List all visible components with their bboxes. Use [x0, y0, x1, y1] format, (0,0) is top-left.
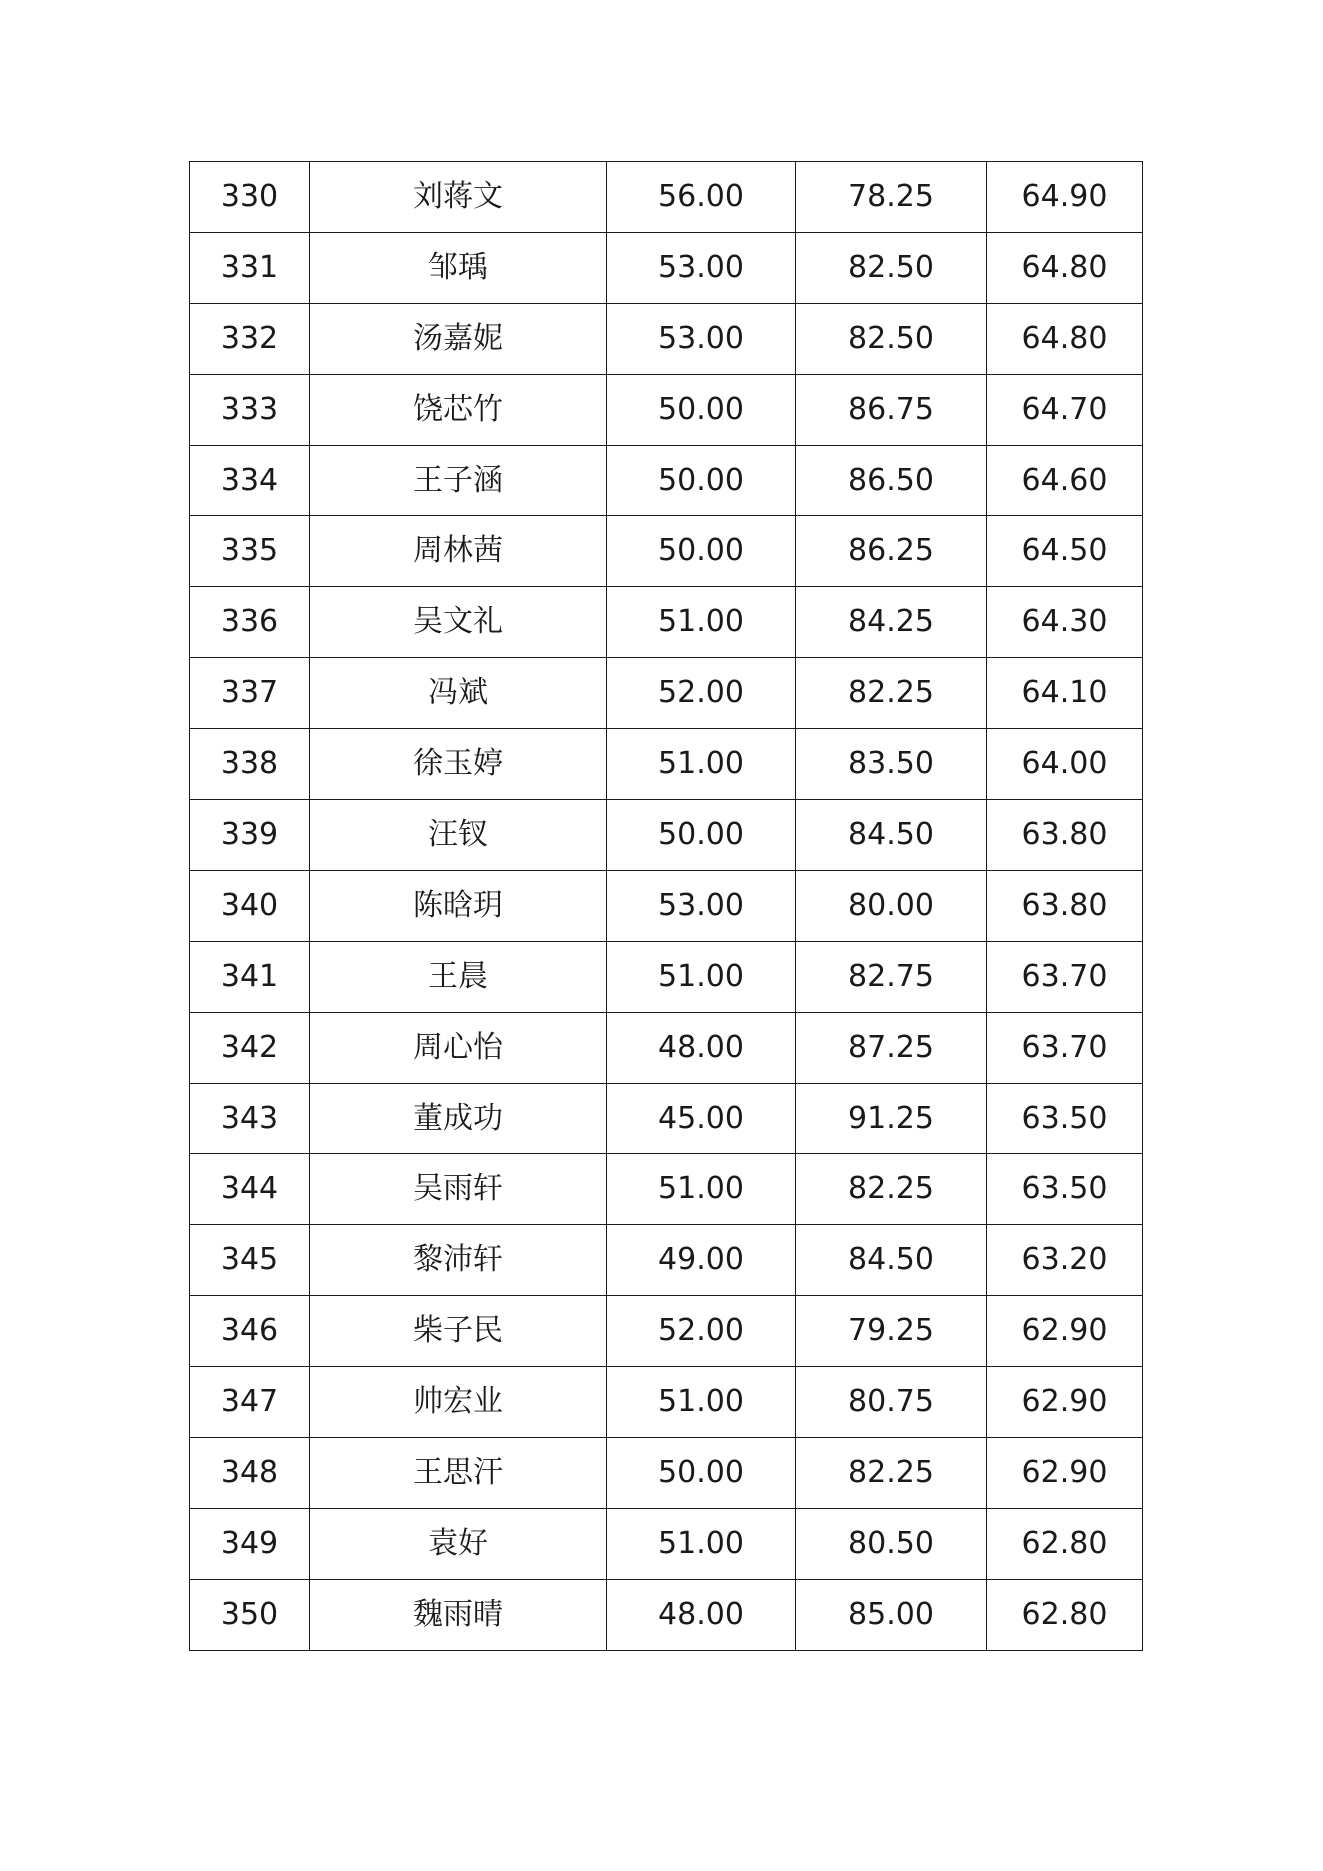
cell-name: 汤嘉妮 — [310, 303, 607, 374]
cell-score-1: 51.00 — [607, 1508, 796, 1579]
cell-score-2: 86.75 — [796, 374, 987, 445]
cell-total: 63.50 — [987, 1154, 1143, 1225]
cell-score-1: 51.00 — [607, 941, 796, 1012]
cell-name: 柴子民 — [310, 1296, 607, 1367]
cell-total: 62.90 — [987, 1296, 1143, 1367]
table-row — [190, 658, 1143, 729]
cell-name: 黎沛轩 — [310, 1225, 607, 1296]
table-row — [190, 162, 1143, 233]
table-row — [190, 1508, 1143, 1579]
cell-name: 董成功 — [310, 1083, 607, 1154]
cell-total: 63.80 — [987, 870, 1143, 941]
cell-score-2: 82.50 — [796, 232, 987, 303]
cell-score-2: 86.25 — [796, 516, 987, 587]
cell-number: 344 — [190, 1154, 310, 1225]
cell-score-2: 80.75 — [796, 1367, 987, 1438]
table-row — [190, 1296, 1143, 1367]
cell-number: 347 — [190, 1367, 310, 1438]
cell-score-2: 79.25 — [796, 1296, 987, 1367]
cell-score-1: 50.00 — [607, 1438, 796, 1509]
cell-total: 64.30 — [987, 587, 1143, 658]
table-row — [190, 1012, 1143, 1083]
cell-score-1: 56.00 — [607, 162, 796, 233]
cell-number: 332 — [190, 303, 310, 374]
cell-number: 350 — [190, 1579, 310, 1650]
cell-number: 345 — [190, 1225, 310, 1296]
cell-score-1: 45.00 — [607, 1083, 796, 1154]
cell-name: 刘蒋文 — [310, 162, 607, 233]
cell-score-1: 48.00 — [607, 1012, 796, 1083]
cell-name: 饶芯竹 — [310, 374, 607, 445]
cell-total: 64.70 — [987, 374, 1143, 445]
cell-number: 331 — [190, 232, 310, 303]
cell-score-2: 84.50 — [796, 800, 987, 871]
table-row — [190, 587, 1143, 658]
cell-name: 王晨 — [310, 941, 607, 1012]
cell-total: 62.90 — [987, 1438, 1143, 1509]
cell-number: 338 — [190, 729, 310, 800]
table-row — [190, 374, 1143, 445]
table-row — [190, 516, 1143, 587]
cell-number: 333 — [190, 374, 310, 445]
cell-score-2: 82.25 — [796, 1438, 987, 1509]
cell-number: 334 — [190, 445, 310, 516]
table-row — [190, 870, 1143, 941]
cell-name: 袁好 — [310, 1508, 607, 1579]
cell-score-1: 51.00 — [607, 587, 796, 658]
cell-score-1: 50.00 — [607, 374, 796, 445]
cell-total: 64.50 — [987, 516, 1143, 587]
cell-number: 342 — [190, 1012, 310, 1083]
cell-score-1: 50.00 — [607, 445, 796, 516]
cell-score-2: 87.25 — [796, 1012, 987, 1083]
cell-number: 349 — [190, 1508, 310, 1579]
cell-score-1: 49.00 — [607, 1225, 796, 1296]
cell-score-1: 52.00 — [607, 658, 796, 729]
cell-score-2: 82.25 — [796, 658, 987, 729]
cell-number: 343 — [190, 1083, 310, 1154]
cell-number: 339 — [190, 800, 310, 871]
cell-total: 63.50 — [987, 1083, 1143, 1154]
cell-total: 63.70 — [987, 941, 1143, 1012]
cell-score-1: 51.00 — [607, 729, 796, 800]
table-row — [190, 445, 1143, 516]
cell-score-2: 78.25 — [796, 162, 987, 233]
cell-total: 63.80 — [987, 800, 1143, 871]
cell-name: 陈晗玥 — [310, 870, 607, 941]
cell-score-2: 86.50 — [796, 445, 987, 516]
cell-name: 周林茜 — [310, 516, 607, 587]
cell-score-1: 51.00 — [607, 1154, 796, 1225]
cell-total: 62.80 — [987, 1508, 1143, 1579]
cell-total: 62.90 — [987, 1367, 1143, 1438]
cell-score-1: 52.00 — [607, 1296, 796, 1367]
cell-name: 吴文礼 — [310, 587, 607, 658]
cell-score-2: 80.00 — [796, 870, 987, 941]
cell-number: 335 — [190, 516, 310, 587]
cell-name: 汪钗 — [310, 800, 607, 871]
cell-number: 336 — [190, 587, 310, 658]
table-row — [190, 1579, 1143, 1650]
table-row — [190, 1438, 1143, 1509]
cell-total: 64.00 — [987, 729, 1143, 800]
cell-score-2: 82.25 — [796, 1154, 987, 1225]
cell-score-1: 53.00 — [607, 303, 796, 374]
score-table — [189, 161, 1143, 1651]
cell-number: 341 — [190, 941, 310, 1012]
table-row — [190, 1154, 1143, 1225]
table-row — [190, 303, 1143, 374]
cell-total: 64.90 — [987, 162, 1143, 233]
cell-name: 王子涵 — [310, 445, 607, 516]
cell-number: 330 — [190, 162, 310, 233]
cell-name: 冯斌 — [310, 658, 607, 729]
table-row — [190, 1225, 1143, 1296]
table-row — [190, 1367, 1143, 1438]
cell-score-1: 53.00 — [607, 232, 796, 303]
cell-name: 王思汗 — [310, 1438, 607, 1509]
cell-score-2: 83.50 — [796, 729, 987, 800]
table-row — [190, 941, 1143, 1012]
cell-total: 63.70 — [987, 1012, 1143, 1083]
cell-score-2: 82.50 — [796, 303, 987, 374]
cell-name: 徐玉婷 — [310, 729, 607, 800]
cell-name: 邹瑀 — [310, 232, 607, 303]
cell-score-2: 85.00 — [796, 1579, 987, 1650]
cell-score-2: 84.25 — [796, 587, 987, 658]
cell-score-2: 82.75 — [796, 941, 987, 1012]
cell-name: 魏雨晴 — [310, 1579, 607, 1650]
cell-score-2: 91.25 — [796, 1083, 987, 1154]
cell-score-2: 84.50 — [796, 1225, 987, 1296]
cell-name: 周心怡 — [310, 1012, 607, 1083]
cell-total: 64.80 — [987, 303, 1143, 374]
table-row — [190, 800, 1143, 871]
cell-score-1: 48.00 — [607, 1579, 796, 1650]
cell-number: 340 — [190, 870, 310, 941]
cell-total: 64.60 — [987, 445, 1143, 516]
cell-score-1: 53.00 — [607, 870, 796, 941]
score-table-body — [190, 162, 1143, 1651]
cell-total: 62.80 — [987, 1579, 1143, 1650]
cell-name: 帅宏业 — [310, 1367, 607, 1438]
cell-name: 吴雨轩 — [310, 1154, 607, 1225]
cell-total: 64.80 — [987, 232, 1143, 303]
cell-number: 348 — [190, 1438, 310, 1509]
table-row — [190, 232, 1143, 303]
cell-score-1: 51.00 — [607, 1367, 796, 1438]
cell-score-1: 50.00 — [607, 800, 796, 871]
cell-score-2: 80.50 — [796, 1508, 987, 1579]
cell-number: 346 — [190, 1296, 310, 1367]
table-row — [190, 1083, 1143, 1154]
cell-total: 64.10 — [987, 658, 1143, 729]
table-row — [190, 729, 1143, 800]
cell-score-1: 50.00 — [607, 516, 796, 587]
cell-number: 337 — [190, 658, 310, 729]
cell-total: 63.20 — [987, 1225, 1143, 1296]
